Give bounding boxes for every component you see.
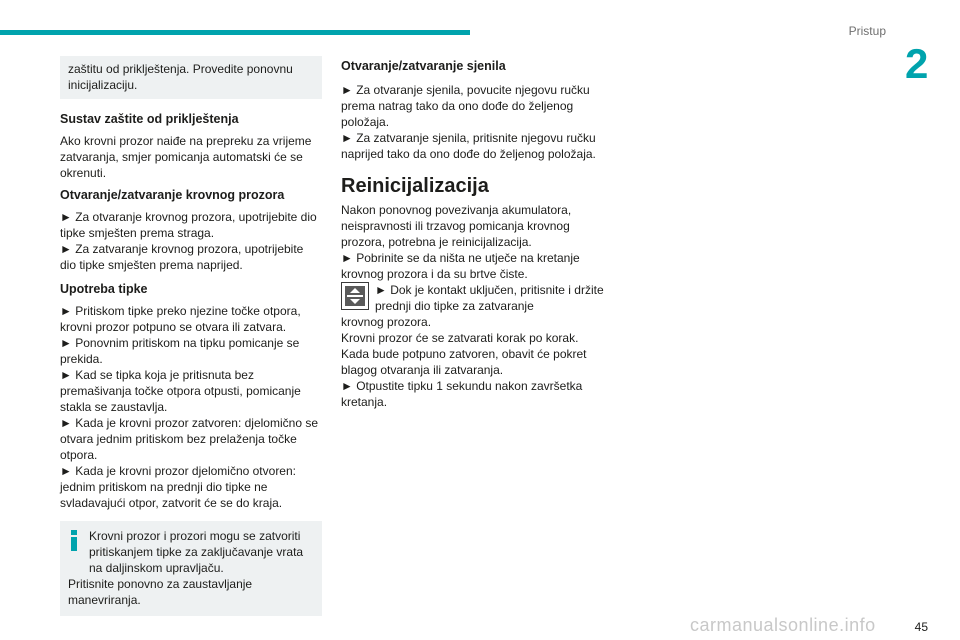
page-number: 45 (914, 620, 928, 634)
header-accent-bar (0, 30, 470, 35)
anti-pinch-heading: Sustav zaštite od priklještenja (60, 112, 239, 126)
reinit-step: ► Otpustite tipku 1 sekundu nakon završetka kretanja. (341, 379, 583, 409)
reinit-step: ► Pobrinite se da ništa ne utječe na kretanje krovnog prozora i da su brtve čiste. (341, 251, 580, 281)
switch-use-step: ► Kada je krovni prozor djelomično otvoren: jednim pritiskom na prednji dio tipke ne svladavajući otpor, zatvorit će se do kraja. (60, 464, 296, 510)
left-column (60, 56, 322, 616)
blind-step: ► Za zatvaranje sjenila, pritisnite njegovu ručku naprijed tako da ono dođe do željenog položaja. (341, 131, 596, 161)
continuation-text: zaštitu od priklještenja. Provedite ponovnu inicijalizaciju. (68, 62, 293, 92)
info-box (60, 521, 322, 616)
chapter-number: 2 (905, 40, 929, 87)
switch-use-step: ► Pritiskom tipke preko njezine točke otpora, krovni prozor potpuno se otvara ili zatvara. (60, 304, 301, 334)
switch-use-step: ► Kad se tipka koja je pritisnuta bez premašivanja točke otpora otpusti, pomicanje stakla se zaustavlja. (60, 368, 301, 414)
reinit-text: Krovni prozor će se zatvarati korak po korak. Kada bude potpuno zatvoren, obavit će pokret blagog otvaranja ili zatvaranja. (341, 331, 587, 377)
section-name: Pristup (848, 24, 886, 38)
switch-use-step: ► Kada je krovni prozor zatvoren: djelomično se otvara jednim pritiskom bez prelaženja točke otpora. (60, 416, 318, 462)
continuation-box (60, 56, 322, 99)
blind-step: ► Za otvaranje sjenila, povucite njegovu ručku prema natrag tako da ono dođe do željenog položaja. (341, 83, 590, 129)
switch-use-step: ► Ponovnim pritiskom na tipku pomicanje se prekida. (60, 336, 300, 366)
info-icon (70, 530, 78, 550)
watermark: carmanualsonline.info (690, 615, 876, 635)
anti-pinch-text: Ako krovni prozor naiđe na prepreku za vrijeme zatvaranja, smjer pomicanja automatski će se okrenuti. (60, 134, 312, 180)
open-close-heading: Otvaranje/zatvaranje krovnog prozora (60, 188, 285, 202)
reinit-step-cont: krovnog prozora. (341, 315, 432, 329)
reinit-switch-row (341, 282, 606, 314)
open-close-step: ► Za otvaranje krovnog prozora, upotrijebite dio tipke smješten prema straga. (60, 210, 317, 240)
info-text: Pritisnite ponovno za zaustavljanje manevriranja. (68, 577, 253, 607)
reinit-heading: Reinicijalizacija (341, 175, 489, 197)
right-column (341, 58, 606, 410)
sunroof-switch-icon (341, 282, 369, 310)
blind-heading: Otvaranje/zatvaranje sjenila (341, 59, 506, 73)
reinit-text: Nakon ponovnog povezivanja akumulatora, neispravnosti ili trzavog pomicanja krovnog prozora, potrebna je reinicijalizacija. (341, 203, 572, 249)
switch-use-heading: Upotreba tipke (60, 282, 148, 296)
info-text: Krovni prozor i prozori mogu se zatvoriti pritiskanjem tipke za zaključavanje vrata na daljinskom upravljaču. (89, 529, 304, 575)
reinit-step: ► Dok je kontakt uključen, pritisnite i držite prednji dio tipke za zatvaranje (375, 283, 604, 313)
open-close-step: ► Za zatvaranje krovnog prozora, upotrijebite dio tipke smješten prema naprijed. (60, 242, 304, 272)
